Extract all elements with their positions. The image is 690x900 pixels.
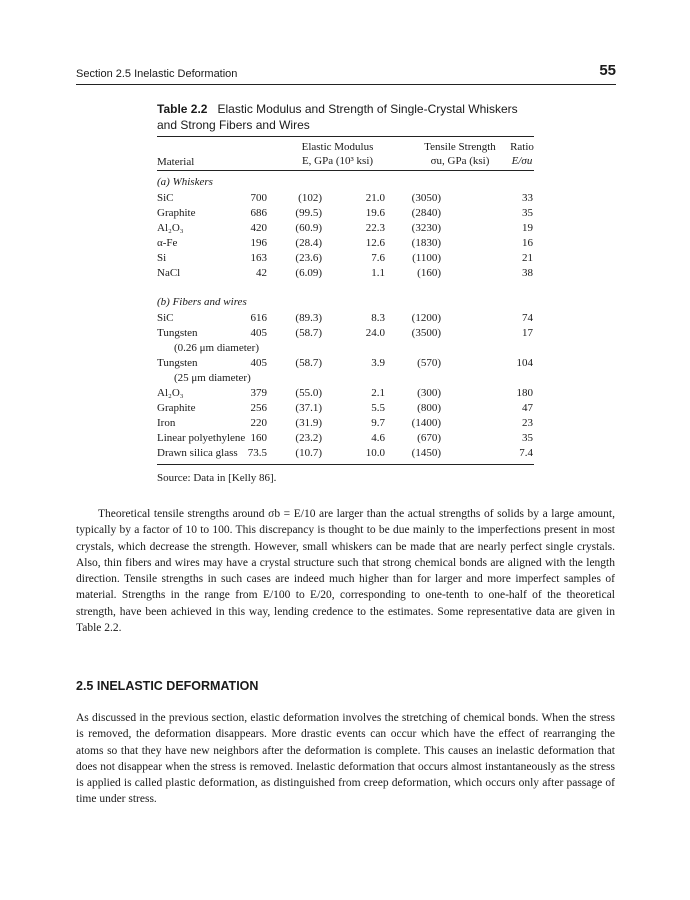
strength-gpa-cell: 12.6 <box>365 237 385 249</box>
ratio-cell: 16 <box>522 237 533 249</box>
header-tensile-strength <box>410 140 510 168</box>
modulus-ksi-cell: (23.2) <box>295 432 322 444</box>
material-cell: α-Fe <box>157 237 178 249</box>
strength-ksi-cell: (1450) <box>411 447 441 459</box>
group-fibers-wires: (b) Fibers and wires <box>157 296 247 308</box>
material-cell: Drawn silica glass <box>157 447 238 459</box>
strength-gpa-cell: 8.3 <box>371 312 385 324</box>
modulus-gpa-cell: 42 <box>256 267 267 279</box>
modulus-ksi-cell: (60.9) <box>295 222 322 234</box>
table-top-rule <box>157 136 534 137</box>
strength-ksi-cell: (2840) <box>411 207 441 219</box>
table-row <box>157 446 537 461</box>
material-cell: Si <box>157 252 167 264</box>
modulus-ksi-cell: (55.0) <box>295 387 322 399</box>
header-material: Material <box>157 156 195 168</box>
ratio-cell: 35 <box>522 432 533 444</box>
section-title: Section 2.5 Inelastic Deformation <box>76 68 238 80</box>
modulus-ksi-cell: (58.7) <box>295 357 322 369</box>
table-row <box>157 386 537 401</box>
ratio-cell: 19 <box>522 222 533 234</box>
strength-ksi-cell: (1830) <box>411 237 441 249</box>
strength-ksi-cell: (570) <box>417 357 441 369</box>
modulus-gpa-cell: 196 <box>250 237 267 249</box>
strength-ksi-cell: (3050) <box>411 192 441 204</box>
strength-ksi-cell: (1400) <box>411 417 441 429</box>
ratio-cell: 21 <box>522 252 533 264</box>
modulus-ksi-cell: (28.4) <box>295 237 322 249</box>
table-caption <box>157 101 537 133</box>
strength-gpa-cell: 22.3 <box>365 222 385 234</box>
modulus-ksi-cell: (89.3) <box>295 312 322 324</box>
table-row <box>157 356 537 386</box>
modulus-gpa-cell: 405 <box>250 357 267 369</box>
modulus-gpa-cell: 405 <box>250 327 267 339</box>
ratio-cell: 74 <box>522 312 533 324</box>
table-label: Table 2.2 <box>157 102 208 116</box>
strength-ksi-cell: (160) <box>417 267 441 279</box>
strength-ksi-cell: (800) <box>417 402 441 414</box>
modulus-ksi-cell: (23.6) <box>295 252 322 264</box>
table-row <box>157 221 537 236</box>
material-cell: SiC <box>157 192 174 204</box>
strength-gpa-cell: 5.5 <box>371 402 385 414</box>
modulus-gpa-cell: 256 <box>250 402 267 414</box>
body-paragraph-2: As discussed in the previous section, elastic deformation involves the stretching of chemical bonds. When the stress is removed, the deformation disappears. More drastic events can occur which have the effect of rearranging the atoms so that they have new neighbors after the deformation is complete. This causes an inelastic deformation that does not disappear when the stress is removed. Inelastic deformation that occurs almost instantaneously as the stress is applied is called plastic deformation, as distinguished from creep deformation, which occurs only after passage of time under stress. <box>76 712 615 806</box>
ratio-cell: 7.4 <box>519 447 533 459</box>
table-title: Elastic Modulus and Strength of Single-Crystal Whiskers and Strong Fibers and Wires <box>157 102 518 132</box>
table-row <box>157 416 537 431</box>
header-em-line1: Elastic Modulus <box>301 141 374 153</box>
strength-gpa-cell: 3.9 <box>371 357 385 369</box>
strength-gpa-cell: 2.1 <box>371 387 385 399</box>
header-ratio-line2: E/σu <box>511 155 533 167</box>
table-row <box>157 266 537 281</box>
material-cell: Tungsten (0.26 μm diameter) <box>157 327 260 354</box>
material-subnote: (25 μm diameter) <box>174 372 251 384</box>
table-row <box>157 236 537 251</box>
ratio-cell: 33 <box>522 192 533 204</box>
modulus-gpa-cell: 616 <box>250 312 267 324</box>
ratio-cell: 17 <box>522 327 533 339</box>
table-row <box>157 431 537 446</box>
header-elastic-modulus <box>280 140 395 168</box>
ratio-cell: 38 <box>522 267 533 279</box>
material-subnote: (0.26 μm diameter) <box>174 342 260 354</box>
header-ratio-line1: Ratio <box>510 141 534 153</box>
ratio-cell: 35 <box>522 207 533 219</box>
modulus-ksi-cell: (37.1) <box>295 402 322 414</box>
strength-gpa-cell: 1.1 <box>371 267 385 279</box>
header-ratio <box>502 140 542 168</box>
material-cell: Linear polyethylene <box>157 432 246 444</box>
modulus-ksi-cell: (99.5) <box>295 207 322 219</box>
strength-gpa-cell: 9.7 <box>371 417 385 429</box>
material-cell: Al₂O₃ <box>157 387 184 399</box>
strength-gpa-cell: 19.6 <box>365 207 385 219</box>
ratio-cell: 104 <box>516 357 533 369</box>
material-cell: Graphite <box>157 402 196 414</box>
strength-gpa-cell: 21.0 <box>365 192 385 204</box>
material-cell: Graphite <box>157 207 196 219</box>
material-cell: Iron <box>157 417 176 429</box>
strength-ksi-cell: (300) <box>417 387 441 399</box>
strength-gpa-cell: 4.6 <box>371 432 385 444</box>
ratio-cell: 180 <box>516 387 533 399</box>
table-header-rule <box>157 170 534 171</box>
modulus-ksi-cell: (10.7) <box>295 447 322 459</box>
strength-ksi-cell: (3500) <box>411 327 441 339</box>
modulus-gpa-cell: 420 <box>250 222 267 234</box>
table-row <box>157 326 537 356</box>
strength-gpa-cell: 7.6 <box>371 252 385 264</box>
modulus-ksi-cell: (102) <box>298 192 322 204</box>
strength-ksi-cell: (1100) <box>412 252 441 264</box>
material-cell: Al₂O₃ <box>157 222 184 234</box>
modulus-gpa-cell: 220 <box>250 417 267 429</box>
modulus-gpa-cell: 700 <box>250 192 267 204</box>
strength-gpa-cell: 24.0 <box>365 327 385 339</box>
group-whiskers: (a) Whiskers <box>157 176 213 188</box>
table-source: Source: Data in [Kelly 86]. <box>157 472 277 484</box>
strength-ksi-cell: (670) <box>417 432 441 444</box>
body-paragraph-1: Theoretical tensile strengths around σb = E/10 are larger than the actual strengths of solids by a large amount, typically by a factor of 10 to 100. This discrepancy is thought to be due mainly to the imperfections present in most crystals, which decrease the strength. However, small whiskers can be made that are nearly perfect single crystals. Also, thin fibers and wires may have a crystal structure such that strong chemical bonds are aligned with the length direction. Tensile strengths in such cases are indeed much higher than for larger and more imperfect samples of material. Strengths in the range from E/100 to E/20, corresponding to one-tenth to one-half of the theoretical strength, have been achieved in this way, lending credence to the estimates. Some representative data are given in Table 2.2. <box>76 508 615 635</box>
ratio-cell: 47 <box>522 402 533 414</box>
strength-ksi-cell: (1200) <box>411 312 441 324</box>
running-header <box>76 62 616 85</box>
modulus-gpa-cell: 686 <box>250 207 267 219</box>
modulus-gpa-cell: 73.5 <box>247 447 267 459</box>
strength-gpa-cell: 10.0 <box>365 447 385 459</box>
modulus-gpa-cell: 163 <box>250 252 267 264</box>
modulus-ksi-cell: (58.7) <box>295 327 322 339</box>
modulus-ksi-cell: (6.09) <box>295 267 322 279</box>
table-row <box>157 191 537 206</box>
table-row <box>157 401 537 416</box>
material-cell: Tungsten (25 μm diameter) <box>157 357 251 384</box>
material-cell: NaCl <box>157 267 181 279</box>
header-ts-line2: σu, GPa (ksi) <box>430 155 490 167</box>
table-row <box>157 251 537 266</box>
strength-ksi-cell: (3230) <box>411 222 441 234</box>
header-em-line2: E, GPa (10³ ksi) <box>301 155 374 167</box>
modulus-gpa-cell: 379 <box>250 387 267 399</box>
material-cell: SiC <box>157 312 174 324</box>
header-ts-line1: Tensile Strength <box>424 141 496 153</box>
modulus-gpa-cell: 160 <box>250 432 267 444</box>
ratio-cell: 23 <box>522 417 533 429</box>
page-number: 55 <box>599 62 616 79</box>
table-row <box>157 311 537 326</box>
modulus-ksi-cell: (31.9) <box>295 417 322 429</box>
table-row <box>157 206 537 221</box>
table-bottom-rule <box>157 464 534 465</box>
section-heading: 2.5 INELASTIC DEFORMATION <box>76 679 259 693</box>
